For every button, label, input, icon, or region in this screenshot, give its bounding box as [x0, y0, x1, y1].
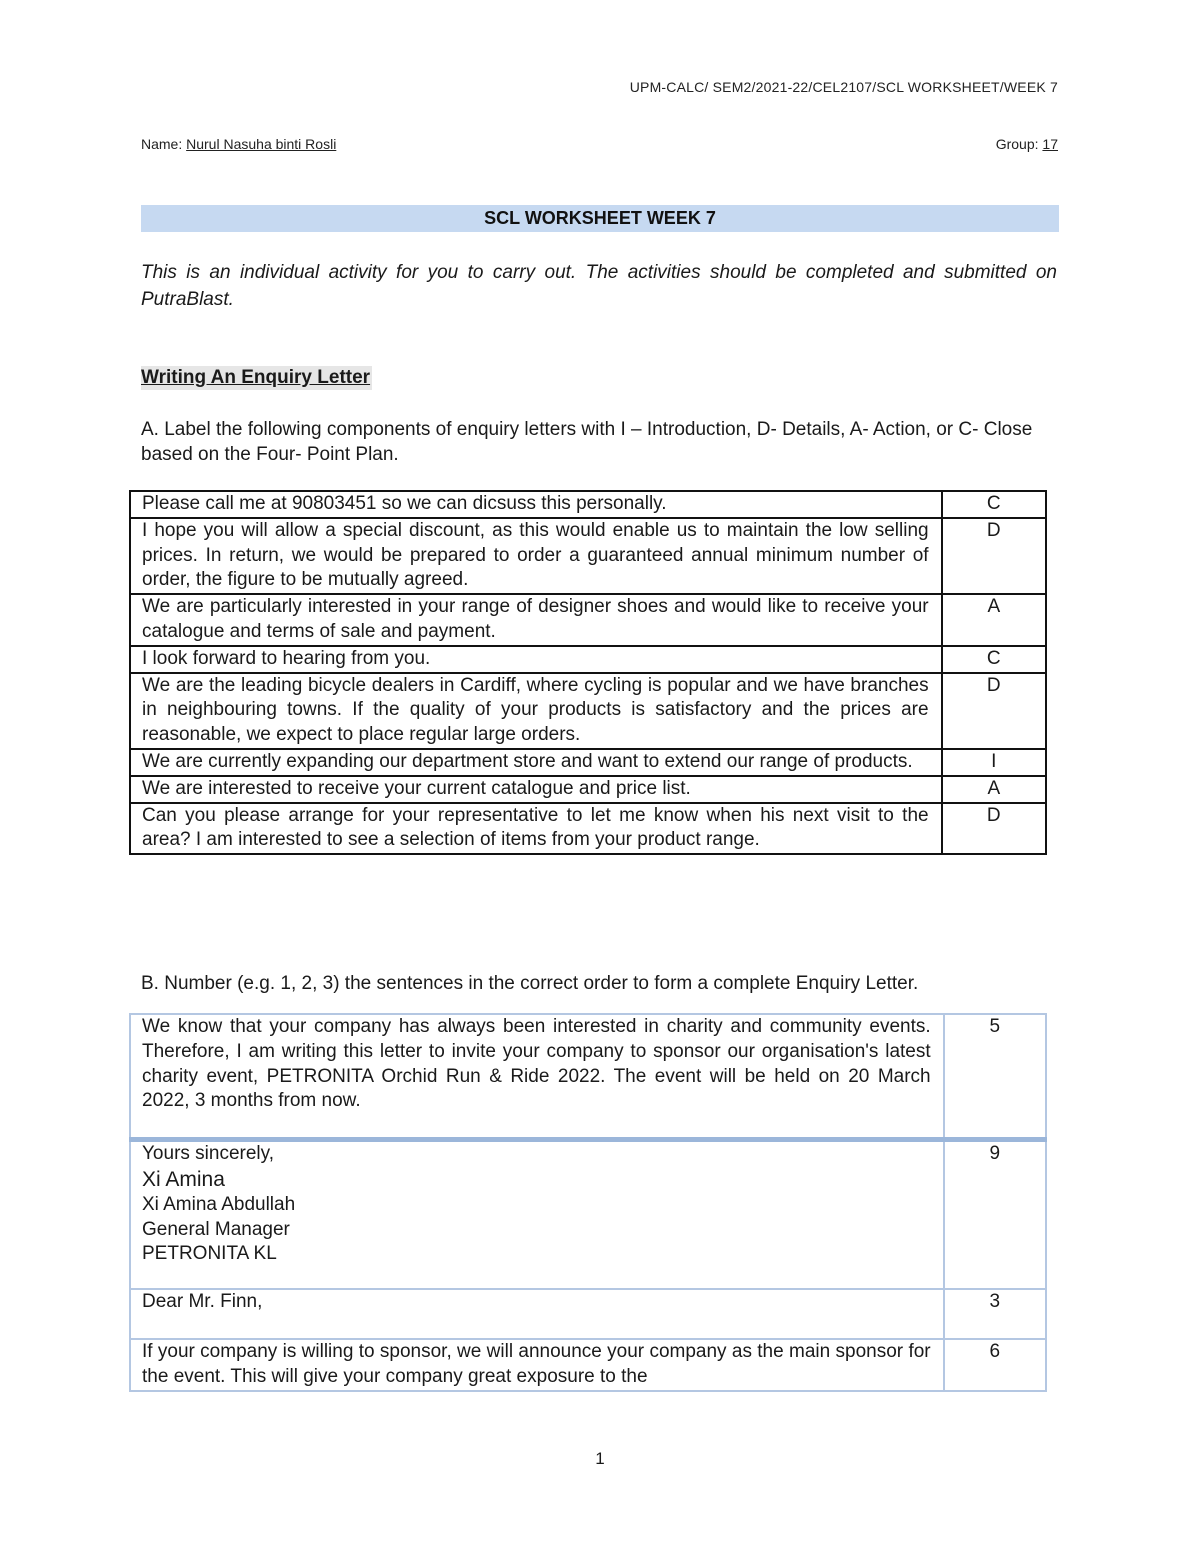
table-row [130, 749, 1046, 776]
group-number: 17 [1042, 136, 1058, 152]
table-row [130, 594, 1046, 646]
signature-block [130, 1140, 944, 1290]
name-label: Name: [141, 136, 187, 152]
label-cell: I [942, 749, 1046, 776]
page-number: 1 [595, 1449, 605, 1468]
signatory-organisation: PETRONITA KL [142, 1243, 277, 1265]
order-number-cell: 6 [944, 1339, 1046, 1391]
part-b-instruction: B. Number (e.g. 1, 2, 3) the sentences in the correct order to form a complete Enquiry Letter. [141, 973, 919, 994]
signatory-position: General Manager [142, 1218, 290, 1240]
table-row [130, 1014, 1046, 1140]
sentence-cell: If your company is willing to sponsor, we will announce your company as the main sponsor for the event. This will give your company great exposure to the [130, 1339, 944, 1391]
label-cell: D [942, 803, 1046, 855]
intro-paragraph: This is an individual activity for you to carry out. The activities should be completed and submitted on PutraBlast. [141, 262, 1057, 310]
sentence-cell: Can you please arrange for your representative to let me know when his next visit to the area? I am interested to see a selection of items from your product range. [130, 803, 942, 855]
order-number-cell: 9 [944, 1140, 1046, 1290]
worksheet-title: SCL WORKSHEET WEEK 7 [141, 205, 1059, 232]
student-name: Nurul Nasuha binti Rosli [186, 136, 337, 152]
table-row [130, 1289, 1046, 1339]
order-number-cell: 5 [944, 1014, 1046, 1140]
sentence-cell: Please call me at 90803451 so we can dicsuss this personally. [130, 491, 942, 518]
sentence-cell: I look forward to hearing from you. [130, 646, 942, 673]
table-row [130, 646, 1046, 673]
closing-line: Yours sincerely, [142, 1143, 275, 1164]
label-cell: A [942, 594, 1046, 646]
table-row [130, 1140, 1046, 1290]
table-row [130, 803, 1046, 855]
table-row [130, 1339, 1046, 1391]
label-cell: C [942, 646, 1046, 673]
student-name-line [141, 136, 336, 152]
sentence-cell: We know that your company has always been interested in charity and community events. Therefore, I am writing this letter to invite your company to sponsor our organisation's latest charity event, PETRONITA Orchid Run & Ride 2022. The event will be held on 20 March 2022, 3 months from now. [130, 1014, 944, 1140]
group-line [996, 136, 1058, 152]
label-cell: D [942, 518, 1046, 594]
signature: Xi Amina [142, 1167, 225, 1191]
part-a-instruction: A. Label the following components of enquiry letters with I – Introduction, D- Details, A- Action, or C- Close based on the Four- Point Plan. [141, 419, 1033, 465]
label-cell: A [942, 776, 1046, 803]
table-row [130, 776, 1046, 803]
sentence-cell: We are the leading bicycle dealers in Cardiff, where cycling is popular and we have branches in neighbouring towns. If the quality of your products is satisfactory and the prices are reasonable, we expect to place regular large orders. [130, 673, 942, 749]
table-row [130, 491, 1046, 518]
label-cell: C [942, 491, 1046, 518]
sentence-cell: We are interested to receive your current catalogue and price list. [130, 776, 942, 803]
section-heading: Writing An Enquiry Letter [141, 367, 371, 388]
sentence-cell: Dear Mr. Finn, [130, 1289, 944, 1339]
part-a-table [129, 490, 1047, 855]
part-b-table [129, 1013, 1047, 1392]
course-reference: UPM-CALC/ SEM2/2021-22/CEL2107/SCL WORKSHEET/WEEK 7 [629, 79, 1058, 95]
table-row [130, 673, 1046, 749]
table-row [130, 518, 1046, 594]
sentence-cell: We are currently expanding our department store and want to extend our range of products. [130, 749, 942, 776]
sentence-cell: I hope you will allow a special discount, as this would enable us to maintain the low selling prices. In return, we would be prepared to order a guaranteed annual minimum number of order, the figure to be mutually agreed. [130, 518, 942, 594]
label-cell: D [942, 673, 1046, 749]
signatory-name: Xi Amina Abdullah [142, 1193, 296, 1215]
group-label: Group: [995, 136, 1043, 152]
sentence-cell: We are particularly interested in your range of designer shoes and would like to receive your catalogue and terms of sale and payment. [130, 594, 942, 646]
order-number-cell: 3 [944, 1289, 1046, 1339]
